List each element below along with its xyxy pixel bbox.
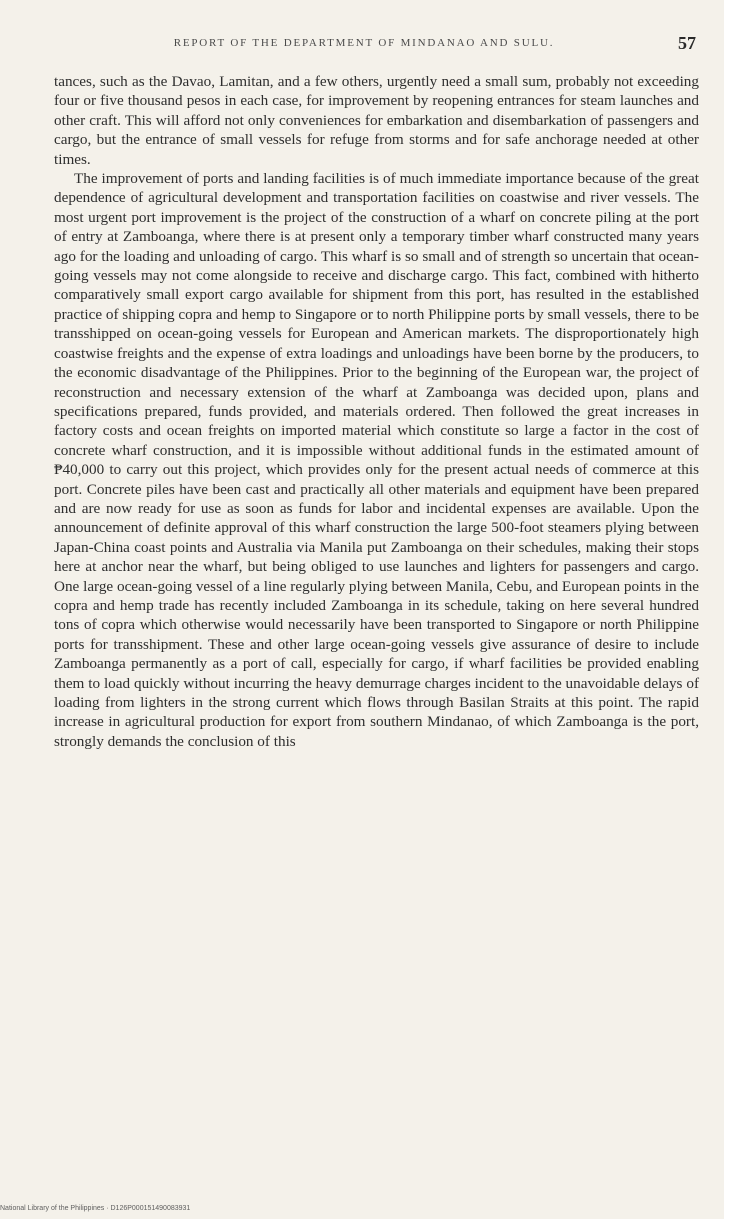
- running-title: REPORT OF THE DEPARTMENT OF MINDANAO AND SULU.: [173, 37, 555, 49]
- paragraph-port-improvement: The improvement of ports and landing facilities is of much immediate importance because of the great dependence of agricultural development and transportation facilities on coastwise and river vessels. The most urgent port improvement is the project of the construction of a wharf on concrete piling at the port of entry at Zamboanga, where there is at present only a temporary timber wharf constructed many years ago for the loading and unloading of cargo. This wharf is so small and of strength so uncertain that ocean-going vessels may not come alongside to receive and discharge cargo. This fact, combined with hitherto comparatively small export cargo available for shipment from this port, has resulted in the established practice of shipping copra and hemp to Singapore or to north Philippine ports by small vessels, there to be transshipped on ocean-going vessels for European and American markets. The disproportionately high coastwise freights and the expense of extra loadings and unloadings have been borne by the producers, to the economic disadvantage of the Philippines. Prior to the beginning of the European war, the project of reconstruction and necessary extension of the wharf at Zamboanga was decided upon, plans and specifications prepared, funds provided, and materials ordered. Then followed the great increases in factory costs and ocean freights on imported material which constitute so large a factor in the cost of concrete wharf construction, and it is impossible without additional funds in the estimated amount of ₱40,000 to carry out this project, which provides only for the present actual needs of commerce at this port. Concrete piles have been cast and practically all other materials and equipment have been prepared and are now ready for use as soon as funds for labor and incidental expenses are available. Upon the announcement of definite approval of this wharf construction the large 500-foot steamers plying between Japan-China coast points and Australia via Manila put Zamboanga on their schedules, making their stops here at anchor near the wharf, but being obliged to use launches and lighters for passengers and cargo. One large ocean-going vessel of a line regularly plying between Manila, Cebu, and European points in the copra and hemp trade has recently included Zamboanga in its schedule, taking on here several hundred tons of copra which otherwise would necessarily have been transported to Singapore or north Philippine ports for transshipment. These and other large ocean-going vessels give assurance of desire to include Zamboanga permanently as a port of call, especially for cargo, if wharf facilities be provided enabling them to load quickly without incurring the heavy demurrage charges incident to the unavoidable delays of loading from lighters in the strong current which flows through Basilan Straits at this point. The rapid increase in agricultural production for export from southern Mindanao, of which Zamboanga is the port, strongly demands the conclusion of this: [54, 170, 699, 750]
- page-number: 57: [678, 33, 696, 53]
- scan-margin: [724, 0, 738, 1219]
- page-header: [84, 33, 696, 57]
- paragraph-continued: tances, such as the Davao, Lamitan, and a few others, urgently need a small sum, probably not exceeding four or five thousand pesos in each case, for improvement by reopening entrances for steam launches and other craft. This will afford not only conveniences for embarkation and disembarkation of passengers and cargo, but the entrance of small vessels for refuge from storms and for safe anchorage needed at other times.: [54, 73, 699, 168]
- body-text: [54, 72, 699, 1187]
- scan-footer: National Library of the Philippines · D126P000151490083931: [0, 1205, 191, 1212]
